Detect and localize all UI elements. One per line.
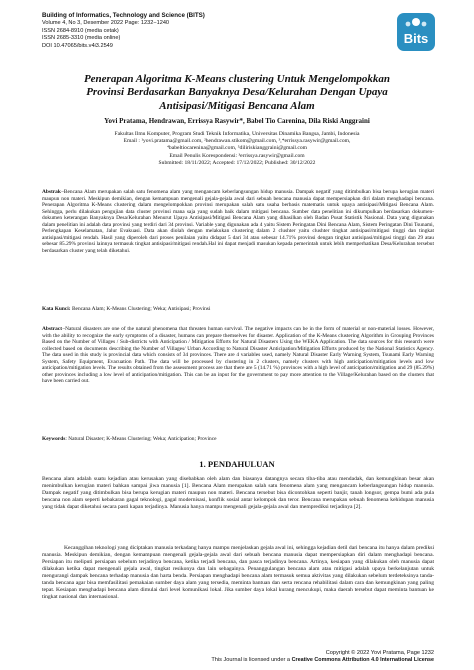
- corresponding-email[interactable]: Email Penulis Korespondensi: ³errissya.rasywir@gmail.com: [169, 152, 305, 159]
- bits-logo: [396, 12, 436, 52]
- abstrak-paragraph: [42, 189, 434, 254]
- page-footer: [42, 650, 434, 663]
- kata-kunci-text: Bencana Alam; K-Means Clustering; Weka; Antisipasi; Provinsi: [70, 306, 211, 312]
- journal-header: [42, 12, 372, 50]
- keywords-text: : Natural Disaster; K-Means Clustering; Weka; Anticipation; Province: [65, 436, 217, 442]
- submission-dates: Submitted: 18/11/2022; Accepted: 17/12/2022; Published: 30/12/2022: [158, 159, 316, 166]
- keywords-line: [42, 436, 434, 443]
- license-line: [211, 657, 434, 664]
- body-paragraph: Kecanggihan teknologi yang diciptakan manusia terkadang hanya mampu menjelaskan gejala awal ini, sehingga kejadian detil dari bencana itu hanya dalam prediksi manusia. Meskipun demikian, dengan kemampuan mengenali gejala-gejala awal dari sebuah bencana manusia dapat mempersiapkan diri dalam menghadapi bencana. Persiapan itu meliputi persiapan sebelum terjadinya bencana, ketika terjadi bencana, dan pasca terjadinya bencana. Artinya, kesiapan yang dilakukan oleh manusia dapat dilakukan ketika dapat mengenali gejala awal, tingkat resikonya dan lain sebagainya. Penanggulangan bencana alam atau mitigasi adalah upaya berkelanjutan untuk mengurangi dampak bencana terhadap manusia dan harta benda. Persiapan menghadapi bencana alam termasuk semua aktivitas yang dilakukan sebelum terdeteksinya tanda-tanda bencana agar bisa memfasilitasi pemakaian sumber daya alam yang tersedia, meminta bantuan dan serta rencana rehabilitasi dalam cara dan kemungkinan yang paling tepat. Kesiapan menghadapi bencana alam dimulai dari level komunikasi lokal. Jika sumber daya lokal kurang mencukupi, maka daerah tersebut dapat meminta bantuan ke tingkat nasional dan internasional.: [42, 545, 434, 600]
- keywords-label: Keywords: [42, 436, 66, 442]
- license-prefix: This Journal is licensed under a: [211, 657, 292, 663]
- affiliation-block: [40, 131, 434, 167]
- copyright-line: Copyright © 2022 Yovi Pratama, Page 1232: [325, 650, 434, 656]
- paper-title: [40, 73, 434, 113]
- body-paragraph: Bencana alam adalah suatu kejadian atau kerusakan yang disebabkan oleh alam dan biasanya datangnya secara tiba-tiba atau mendadak, dan kemungkinan besar akan menimbulkan kerugian materi bahkan sampai jiwa manusia [1]. Bencana Alam merupakan salah satu fenomena alam yang mengancam keberlangsungan hidup manusia. Dampak negatif yang ditimbulkan bisa berupa kerugian materi maupun non materi. Bencana tersebut bisa dicontohkan seperti banjir, tanah longsor, gempa bumi ada pula bencana non alam seperti kebakaran gagal teknologi, gagal modernisasi, konflik sosial antar kelompok dan teror. Bencana merupakan sebuah fenomena kehidupan manusia yang tidak dapat diketahui secara pasti kapan terjadinya. Manusia hanya mampu mengenali gejala-gejala awal dan memprediksi terjadinya [2].: [42, 476, 434, 510]
- title-line: Penerapan Algoritma K-Means clustering Untuk Mengelompokkan: [83, 73, 391, 85]
- title-line: Antisipasi/Mitigasi Bencana Alam: [159, 99, 315, 112]
- kata-kunci-line: [42, 306, 434, 313]
- issn-online: ISSN 2685-3310 (media online): [42, 35, 121, 42]
- kata-kunci-label: Kata Kunci:: [42, 306, 71, 312]
- section-heading: 1. PENDAHULUAN: [199, 459, 275, 469]
- abstract-text: −Natural disasters are one of the natural phenomena that threaten human survival. The negative impacts can be in the form of material or non-material losses. However, with the ability to recognize the early symptoms of a disaster, humans can prepare themselves for disaster. Application of the K-Means clustering Algorithm in Grouping Provinces Based on the Number of Villages / Sub-districts with Anticipation / Mitigation Efforts for Natural Disasters Using the WEKA Application. The data sources for this research were collected based on documents describing the Number of Villages/ Urban According to Natural Disaster Anticipation/Mitigation Efforts produced by the National Statistics Agency. The data used in this study is provincial data which consists of 34 provinces. There are 4 variables used, namely Natural Disaster Early Warning System, Tsunami Early Warning System, Safety Equipment, Evacuation Path. The data will be processed by clustering in 2 clusters, namely clusters with high anticipation/mitigation levels and low anticipation/mitigation levels. The results obtained from the assessment process are that there are 5 (14.71 %) provinces with a high level of anticipation/mitigation and 29 (85.29%) other provinces including a low level of anticipation/mitigation. This can be an input for the government to pay more attention to the Village/Kelurahan based on the clusters that have been carried out.: [42, 326, 434, 385]
- author-emails-cont[interactable]: ⁴babeltiocarenina@gmail.com, ⁵diliriskianggraini@gmail.com: [166, 145, 308, 152]
- journal-volume: Volume 4, No 3, Desember 2022 Page: 1232−1240: [42, 20, 170, 26]
- affiliation: Fakultas Ilmu Komputer, Program Studi Teknik Informatika, Universitas Dinamika Bangsa, Jambi, Indonesia: [114, 131, 360, 137]
- abstrak-text: −Bencana Alam merupakan salah satu fenomena alam yang mengancam keberlangsungan hidup manusia. Dampak negatif yang ditimbulkan bisa berupa kerugian materi maupun non materi. Meskipun demikian, dengan kemampuan mengenali gejala-gejala awal dari sebuah bencana manusia dapat mempersiapkan diri dalam menghadapi bencana. Penerapan Algoritma K-Means clustering dalam mengelompokkan provinsi merupakan salah satu usaha berbasis matematis untuk upaya antisipasi/Mitigasi Bencana Alam. Sehingga, perlu dilakukan pengujian data cluster provinsi mana saja yang sudah baik dalam mitigasi bencana. Sumber data penelitian ini dikumpulkan berdasarkan dokumen-dokumen keterangan Banyaknya Desa/Kelurahan Menurut Upaya Antisipasi/Mitigasi Bencana Alam yang dihasilkan oleh Badan Pusat Statistik Nasional. Data yang digunakan dalam penelitian ini adalah data provinsi yang terdiri dari 34 provinsi. Variable yang digunakan ada 4 yaitu Sistem Peringatan Dini Bencana Alam, Sistem Peringatan Dini Tsunami, Perlengkapan Keselamatan, Jalur Evakuasi. Data akan diolah dengan melakukan clustering dalam 2 clushter yaitu clushter tingkat antisipasi/mitigasi tinggi dan tingkat antisipasi/mitigasi rendah. Hasil yang diperoleh dari proses penilaian yaitu didapat 5 dari 34 atau sebesar 14.71% provinsi dengan tingkat antisipasi/mitigasi tinggi dan 29 atau sebesar 85.29% provinsi lainnya termasuk tingkat antisipasi/mitigasi rendah.Hal ini dapat menjadi masukan kepada pemerintah untuk lebih memperhatikan Desa/Kelurahan tersebut berdasarkan cluster yang telah diketahui.: [42, 189, 434, 254]
- author-list: Yovi Pratama, Hendrawan, Errissya Rasywir*, Babel Tio Carenina, Dila Riski Anggraini: [104, 117, 370, 125]
- logo-text: Bits: [403, 31, 429, 46]
- doi[interactable]: DOI 10.47065/bits.v4i3.2549: [42, 42, 113, 49]
- license-link[interactable]: Creative Commons Attribution 4.0 International License: [291, 657, 434, 663]
- journal-title: Building of Informatics, Technology and Science (BITS): [42, 12, 205, 19]
- author-emails[interactable]: Email : ¹yovi.pratama@gmail.com, ²hendrawan.stikom@gmail.com, ³,*errissya.rasywir@gmail.com,: [123, 138, 351, 145]
- issn-print: ISSN 2684-8910 (media cetak): [42, 27, 119, 34]
- abstrak-label: Abstrak: [42, 189, 61, 195]
- title-line: Provinsi Berdasarkan Banyaknya Desa/Kelurahan Dengan Upaya: [86, 86, 388, 99]
- abstract-label: Abstract: [42, 326, 63, 332]
- abstract-paragraph: [42, 326, 434, 385]
